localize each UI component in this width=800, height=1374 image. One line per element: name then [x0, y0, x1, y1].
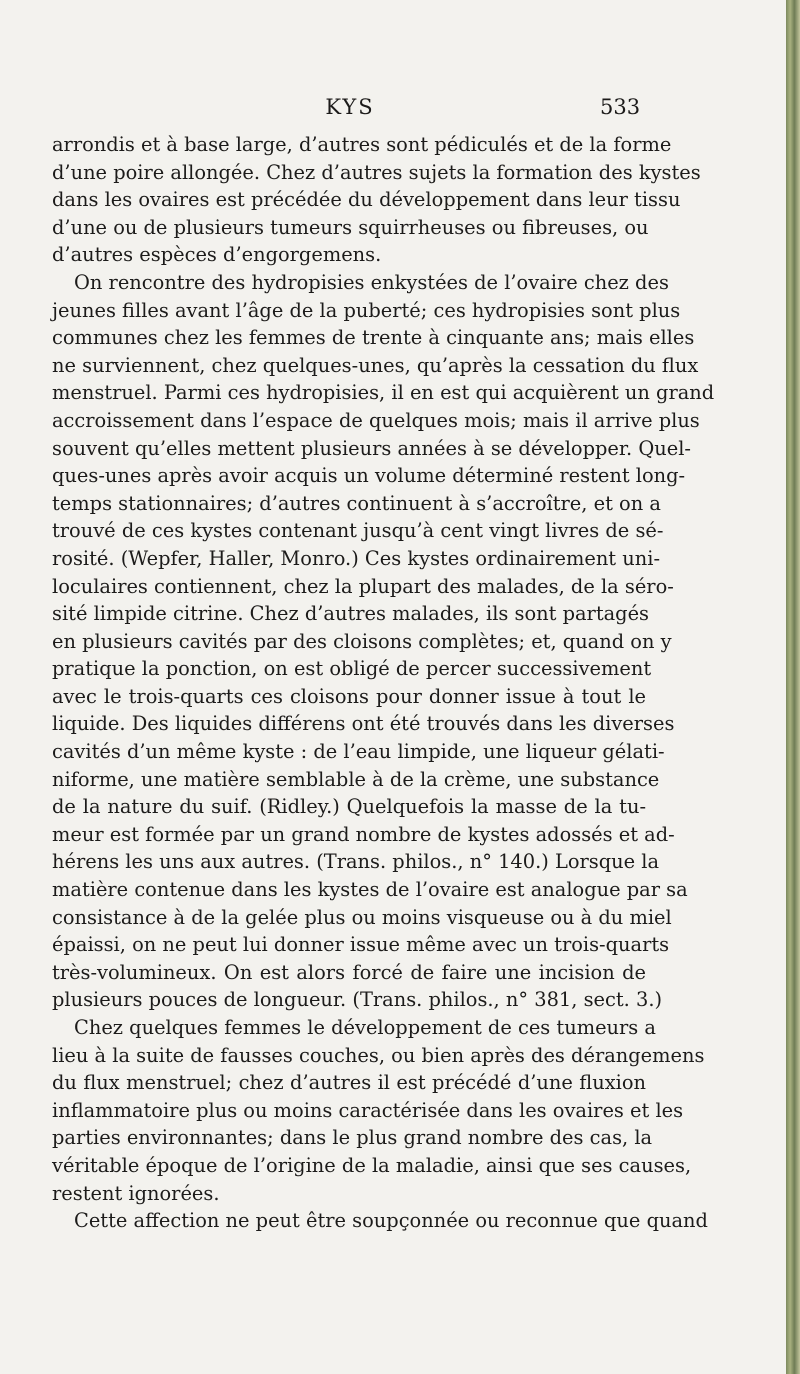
text-line: parties environnantes; dans le plus grand nombre des cas, la	[52, 1126, 653, 1150]
text-line: inflammatoire plus ou moins caractérisée dans les ovaires et les	[52, 1098, 684, 1122]
running-head: KYS	[325, 95, 375, 119]
text-line: d’une poire allongée. Chez d’autres sujets la formation des kystes	[52, 160, 701, 184]
text-line: d’autres espèces d’engorgemens.	[52, 243, 382, 267]
text-line: niforme, une matière semblable à de la crème, une substance	[52, 767, 660, 791]
text-line: d’une ou de plusieurs tumeurs squirrheuses ou fibreuses, ou	[52, 215, 649, 239]
text-line: cavités d’un même kyste : de l’eau limpide, une liqueur gélati-	[52, 740, 665, 764]
text-line: de la nature du suif. (Ridley.) Quelquefois la masse de la tu-	[52, 795, 646, 819]
body-text	[52, 131, 715, 1235]
text-line: matière contenue dans les kystes de l’ovaire est analogue par sa	[52, 878, 688, 902]
text-line: véritable époque de l’origine de la maladie, ainsi que ses causes,	[52, 1153, 692, 1177]
text-line: ne surviennent, chez quelques-unes, qu’après la cessation du flux	[52, 353, 699, 377]
text-line: trouvé de ces kystes contenant jusqu’à cent vingt livres de sé-	[52, 519, 664, 543]
text-line: dans les ovaires est précédée du développement dans leur tissu	[52, 188, 681, 212]
text-line: loculaires contiennent, chez la plupart des malades, de la séro-	[52, 574, 674, 598]
text-line: communes chez les femmes de trente à cinquante ans; mais elles	[52, 326, 695, 350]
text-line: arrondis et à base large, d’autres sont pédiculés et de la forme	[52, 133, 672, 156]
text-line: sité limpide citrine. Chez d’autres malades, ils sont partagés	[52, 602, 650, 626]
text-line: temps stationnaires; d’autres continuent à s’accroître, et on a	[52, 491, 661, 515]
page-number: 533	[600, 95, 641, 119]
text-line: liquide. Des liquides différens ont été trouvés dans les diverses	[52, 712, 675, 736]
text-line: épaissi, on ne peut lui donner issue même avec un trois-quarts	[52, 933, 670, 957]
page-edge	[786, 0, 800, 1374]
text-line: Cette affection ne peut être soupçonnée ou reconnue que quand	[74, 1209, 708, 1233]
text-line: pratique la ponction, on est obligé de percer successivement	[52, 657, 652, 681]
text-line: On rencontre des hydropisies enkystées de l’ovaire chez des	[74, 270, 669, 294]
text-line: très-volumineux. On est alors forcé de faire une incision de	[52, 960, 646, 984]
text-line: ques-unes après avoir acquis un volume déterminé restent long-	[52, 464, 686, 488]
text-line: souvent qu’elles mettent plusieurs années à se développer. Quel-	[52, 436, 691, 460]
text-line: plusieurs pouces de longueur. (Trans. philos., n° 381, sect. 3.)	[52, 988, 663, 1012]
text-line: lieu à la suite de fausses couches, ou bien après des dérangemens	[52, 1043, 705, 1067]
text-line: avec le trois-quarts ces cloisons pour donner issue à tout le	[52, 684, 646, 708]
text-line: du flux menstruel; chez d’autres il est précédé d’une fluxion	[52, 1071, 646, 1095]
text-line: rosité. (Wepfer, Haller, Monro.) Ces kystes ordinairement uni-	[52, 546, 660, 570]
text-line: Chez quelques femmes le développement de ces tumeurs a	[74, 1016, 656, 1039]
text-line: menstruel. Parmi ces hydropisies, il en est qui acquièrent un grand	[52, 381, 715, 405]
text-line: meur est formée par un grand nombre de kystes adossés et ad-	[52, 822, 675, 846]
page-header	[0, 95, 786, 125]
text-line: hérens les uns aux autres. (Trans. philos., n° 140.) Lorsque la	[52, 850, 660, 874]
text-line: restent ignorées.	[52, 1181, 220, 1205]
text-line: consistance à de la gelée plus ou moins visqueuse ou à du miel	[52, 905, 672, 929]
text-line: jeunes filles avant l’âge de la puberté; ces hydropisies sont plus	[52, 298, 681, 322]
text-line: en plusieurs cavités par des cloisons complètes; et, quand on y	[52, 629, 672, 653]
text-line: accroissement dans l’espace de quelques mois; mais il arrive plus	[52, 408, 700, 432]
